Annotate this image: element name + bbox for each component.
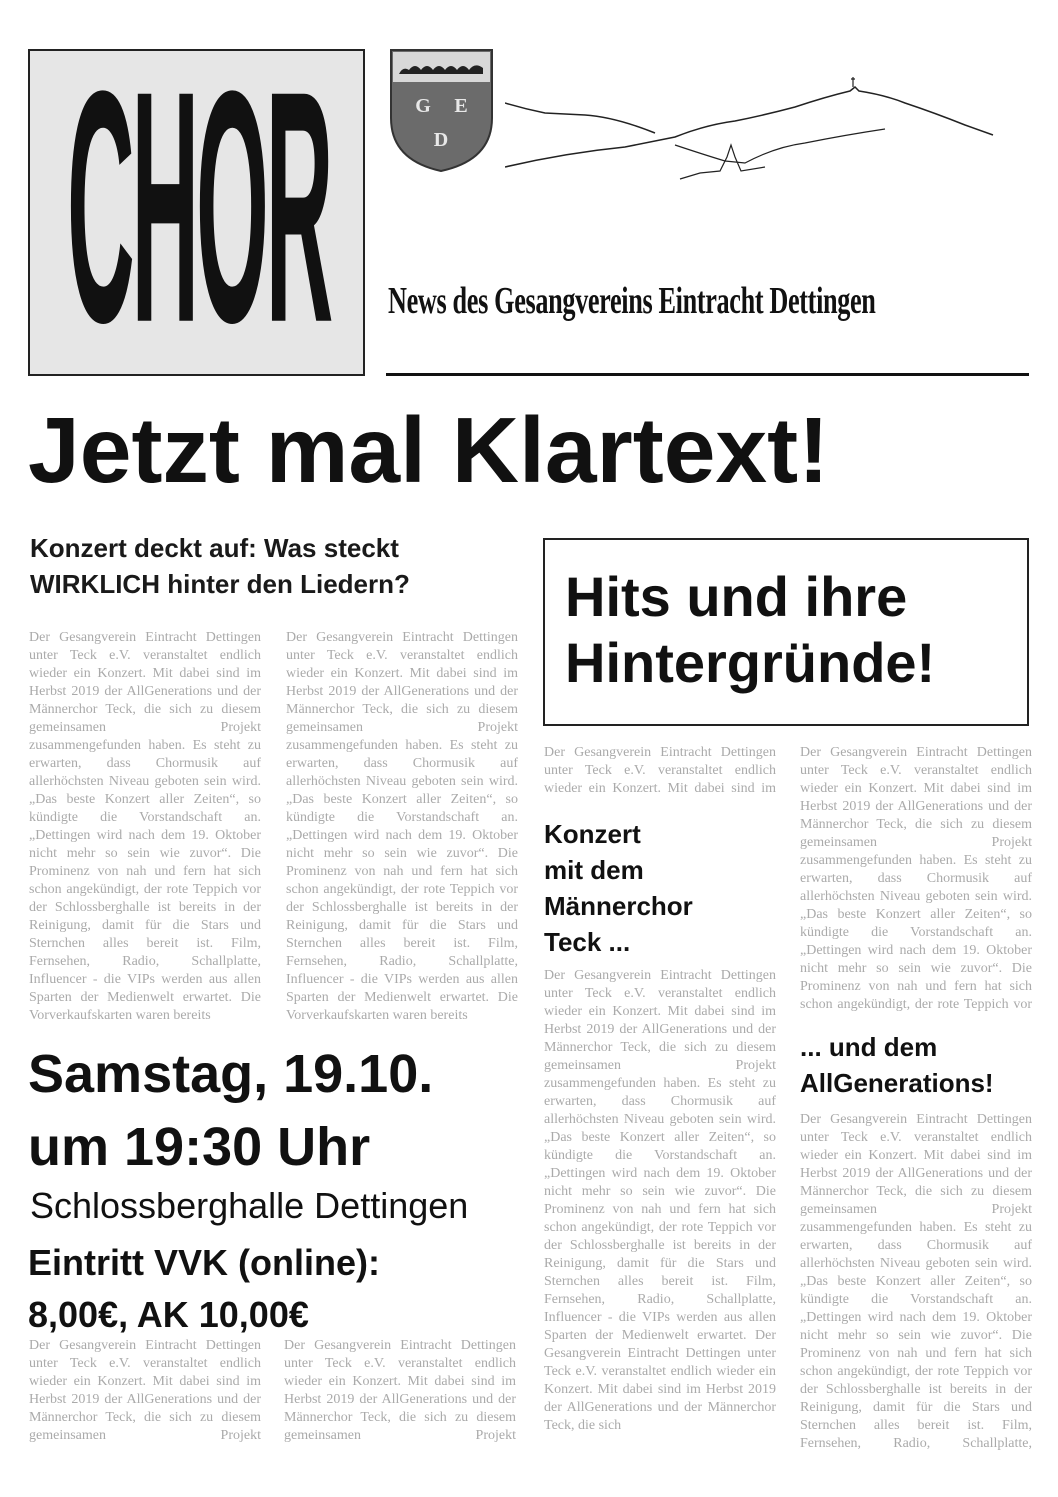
article-column-4-top: Der Gesangverein Eintracht Dettingen unter Teck e.V. veranstaltet endlich wieder ein Konzert. Mit dabei sind im Herbst 2019 der AllGenerations und der Männerchor Teck, die sich zu diesem gemeinsamen Projekt zusammengefunden haben. Es steht zu erwarten, dass Chormusik auf allerhöchsten Niveau geboten sein wird. „Das beste Konzert aller Zeiten“, so kündigte die Vorstandschaft an. „Dettingen wird nach dem 19. Oktober nicht mehr so sein wie zuvor“. Die Prominenz von nah und fern hat sich schon angekündigt, der rote Teppich vor bbox=[800, 745, 1032, 1012]
event-date bbox=[28, 1038, 433, 1184]
article-column-2: Der Gesangverein Eintracht Dettingen unter Teck e.V. veranstaltet endlich wieder ein Konzert. Mit dabei sind im Herbst 2019 der AllGenerations und der Männerchor Teck, die sich zu diesem gemeinsamen Projekt zusammengefunden haben. Es steht zu erwarten, dass Chormusik auf allerhöchsten Niveau geboten sein wird. „Das beste Konzert aller Zeiten“, so kündigte die Vorstandschaft an. „Dettingen wird nach dem 19. Oktober nicht mehr so sein wie zuvor“. Die Prominenz von nah und fern hat sich schon angekündigt, der rote Teppich vor der Schlossberghalle ist bereits in der Reinigung, damit für die Stars und Sternchen alles bereit ist. Film, Fernsehen, Radio, Schallplatte, Influencer - die VIPs werden aus allen Sparten der Medienwelt erwartet. Die Vorverkaufskarten waren bereits bbox=[286, 630, 518, 1023]
article-column-5: Der Gesangverein Eintracht Dettingen unter Teck e.V. veranstaltet endlich wieder ein Konzert. Mit dabei sind im Herbst 2019 der AllGenerations und der Männerchor Teck, die sich zu diesem gemeinsamen Projekt bbox=[29, 1338, 261, 1443]
article-column-3: Der Gesangverein Eintracht Dettingen unter Teck e.V. veranstaltet endlich wieder ein Konzert. Mit dabei sind im Herbst 2019 der AllGenerations und der Männerchor Teck, die sich zu diesem gemeinsamen Projekt zusammengefunden haben. Es steht zu erwarten, dass Chormusik auf allerhöchsten Niveau geboten sein wird. „Das beste Konzert aller Zeiten“, so kündigte die Vorstandschaft an. „Dettingen wird nach dem 19. Oktober nicht mehr so sein wie zuvor“. Die Prominenz von nah und fern hat sich schon angekündigt, der rote Teppich vor der Schlossberghalle ist bereits in der Reinigung, damit für die Stars und Sternchen alles bereit ist. Film, Fernsehen, Radio, Schallplatte, Influencer - die VIPs werden aus allen Sparten der Medienwelt erwartet. Der Gesangverein Eintracht Dettingen unter Teck e.V. veranstaltet endlich wieder ein Konzert. Mit dabei sind im Herbst 2019 der AllGenerations und der Männerchor Teck, die sich bbox=[544, 968, 776, 1433]
subheadline-emphasis: WIRKLICH bbox=[30, 569, 160, 600]
side-headline-line: Teck ... bbox=[544, 927, 631, 957]
feature-title bbox=[565, 564, 935, 696]
article-column-3-intro: Der Gesangverein Eintracht Dettingen unter Teck e.V. veranstaltet endlich wieder ein Konzert. Mit dabei sind im bbox=[544, 745, 776, 796]
logo bbox=[28, 49, 365, 376]
event-venue: Schlossberghalle Dettingen bbox=[30, 1185, 469, 1226]
article-column-4: Der Gesangverein Eintracht Dettingen unter Teck e.V. veranstaltet endlich wieder ein Konzert. Mit dabei sind im Herbst 2019 der AllGenerations und der Männerchor Teck, die sich zu diesem gemeinsamen Projekt zusammengefunden haben. Es steht zu erwarten, dass Chormusik auf allerhöchsten Niveau geboten sein wird. „Das beste Konzert aller Zeiten“, so kündigte die Vorstandschaft an. „Dettingen wird nach dem 19. Oktober nicht mehr so sein wie zuvor“. Die Prominenz von nah und fern hat sich schon angekündigt, der rote Teppich vor der Schlossberghalle ist bereits in der Reinigung, damit für die Stars und Sternchen alles bereit ist. Film, Fernsehen, Radio, Schallplatte, bbox=[800, 1112, 1032, 1451]
side-headline-allgenerations bbox=[800, 1029, 1040, 1101]
divider bbox=[386, 373, 1029, 376]
side-headline-line: Konzert bbox=[544, 819, 641, 849]
event-entry bbox=[28, 1237, 380, 1341]
feature-title-line1: Hits und ihre bbox=[565, 565, 908, 628]
event-time-line: um 19:30 Uhr bbox=[28, 1116, 371, 1177]
side-headline-line: ... und dem bbox=[800, 1032, 938, 1062]
entry-label: Eintritt VVK (online): bbox=[28, 1242, 380, 1283]
side-headline-choir bbox=[544, 816, 776, 960]
crest-icon bbox=[389, 48, 494, 173]
headline: Jetzt mal Klartext! bbox=[28, 398, 830, 502]
side-headline-line: Männerchor bbox=[544, 891, 693, 921]
subheadline-line2 bbox=[30, 566, 530, 602]
subheadline-line1: Konzert deckt auf: Was steckt bbox=[30, 533, 399, 563]
entry-prices: 8,00€, AK 10,00€ bbox=[28, 1294, 309, 1336]
logo-text: CHOR bbox=[67, 49, 331, 376]
side-headline-line: mit dem bbox=[544, 855, 644, 885]
article-column-6: Der Gesangverein Eintracht Dettingen unter Teck e.V. veranstaltet endlich wieder ein Konzert. Mit dabei sind im Herbst 2019 der AllGenerations und der Männerchor Teck, die sich zu diesem gemeinsamen Projekt bbox=[284, 1338, 516, 1443]
feature-title-line2: Hintergründe! bbox=[565, 631, 936, 694]
subheadline-rest: hinter den Liedern? bbox=[159, 569, 410, 600]
article-column-1: Der Gesangverein Eintracht Dettingen unter Teck e.V. veranstaltet endlich wieder ein Konzert. Mit dabei sind im Herbst 2019 der AllGenerations und der Männerchor Teck, die sich zu diesem gemeinsamen Projekt zusammengefunden haben. Es steht zu erwarten, dass Chormusik auf allerhöchsten Niveau geboten sein wird. „Das beste Konzert aller Zeiten“, so kündigte die Vorstandschaft an. „Dettingen wird nach dem 19. Oktober nicht mehr so sein wie zuvor“. Die Prominenz von nah und fern hat sich schon angekündigt, der rote Teppich vor der Schlossberghalle ist bereits in der Reinigung, damit für die Stars und Sternchen alles bereit ist. Film, Fernsehen, Radio, Schallplatte, Influencer - die VIPs werden aus allen Sparten der Medienwelt erwartet. Die Vorverkaufskarten waren bereits bbox=[29, 630, 261, 1023]
tagline: News des Gesangvereins Eintracht Dettingen bbox=[388, 280, 876, 322]
skyline-illustration bbox=[505, 75, 995, 185]
crest-letter-3: D bbox=[433, 129, 449, 151]
crest-letter-2: E bbox=[454, 95, 468, 117]
event-date-line: Samstag, 19.10. bbox=[28, 1044, 434, 1104]
crest-letter-1: G bbox=[415, 95, 431, 117]
subheadline bbox=[30, 530, 530, 603]
side-headline-line: AllGenerations! bbox=[800, 1068, 994, 1098]
feature-box bbox=[543, 538, 1029, 726]
